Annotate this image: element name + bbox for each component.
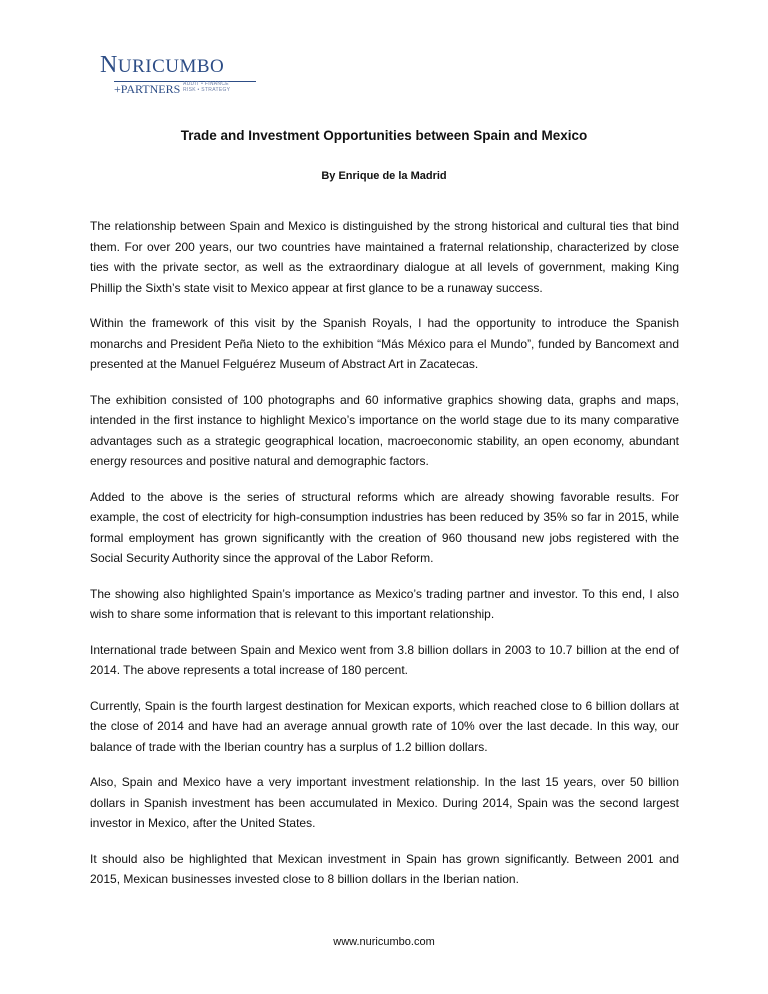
paragraph: Currently, Spain is the fourth largest destination for Mexican exports, which reached close to 6 billion dollars at the close of 2014 and have had an average annual growth rate of 10% over the last decade. In this way, our balance of trade with the Iberian country has a surplus of 1.2 billion dollars. bbox=[90, 698, 679, 754]
logo-tagline-line-2: RISK • STRATEGY bbox=[183, 86, 231, 93]
footer-url: www.nuricumbo.com bbox=[333, 936, 435, 948]
paragraph: Within the framework of this visit by the Spanish Royals, I had the opportunity to introduce the Spanish monarchs and President Peña Nieto to the exhibition “Más México para el Mundo”, funded by Bancomext and presented at the Manuel Felguérez Museum of Abstract Art in Zacatecas. bbox=[90, 316, 679, 371]
logo-initial: N bbox=[100, 52, 118, 78]
logo-tagline bbox=[183, 82, 230, 93]
company-logo bbox=[100, 52, 270, 102]
paragraph: International trade between Spain and Mexico went from 3.8 billion dollars in 2003 to 10.7 billion at the end of 2014. The above represents a total increase of 180 percent. bbox=[90, 642, 679, 677]
logo-partners: +PARTNERS bbox=[114, 82, 181, 96]
paragraph: Added to the above is the series of structural reforms which are already showing favorable results. For example, the cost of electricity for high-consumption industries has been reduced by 35% so far in 2015, while formal employment has grown significantly with the creation of 960 thousand new jobs registered with the Social Security Authority since the approval of the Labor Reform. bbox=[90, 489, 679, 565]
author-byline: By Enrique de la Madrid bbox=[321, 170, 447, 182]
paragraph: Also, Spain and Mexico have a very important investment relationship. In the last 15 years, over 50 billion dollars in Spanish investment has been accumulated in Mexico. During 2014, Spain was the second largest investor in Mexico, after the United States. bbox=[90, 775, 679, 830]
logo-tagline-line-1: AUDIT • FINANCE bbox=[183, 81, 229, 87]
paragraph: The relationship between Spain and Mexico is distinguished by the strong historical and cultural ties that bind them. For over 200 years, our two countries have maintained a fraternal relationship, characterized by close ties with the private sector, as well as the extraordinary dialogue at all levels of government, making King Phillip the Sixth’s state visit to Mexico appear at first glance to be a runaway success. bbox=[90, 219, 679, 295]
document-body bbox=[90, 216, 679, 905]
paragraph: The exhibition consisted of 100 photographs and 60 informative graphics showing data, graphs and maps, intended in the first instance to highlight Mexico’s importance on the world stage due to its many comparative advantages such as a strategic geographical location, macroeconomic stability, an open economy, abundant energy resources and positive natural and demographic factors. bbox=[90, 392, 679, 468]
paragraph: The showing also highlighted Spain’s importance as Mexico’s trading partner and investor. To this end, I also wish to share some information that is relevant to this important relationship. bbox=[90, 586, 679, 621]
document-title: Trade and Investment Opportunities between Spain and Mexico bbox=[180, 128, 588, 143]
paragraph: It should also be highlighted that Mexican investment in Spain has grown significantly. Between 2001 and 2015, Mexican businesses invested close to 8 billion dollars in the Iberian nation. bbox=[90, 851, 679, 886]
logo-wordmark bbox=[100, 52, 224, 80]
logo-name-rest: URICUMBO bbox=[117, 56, 225, 77]
